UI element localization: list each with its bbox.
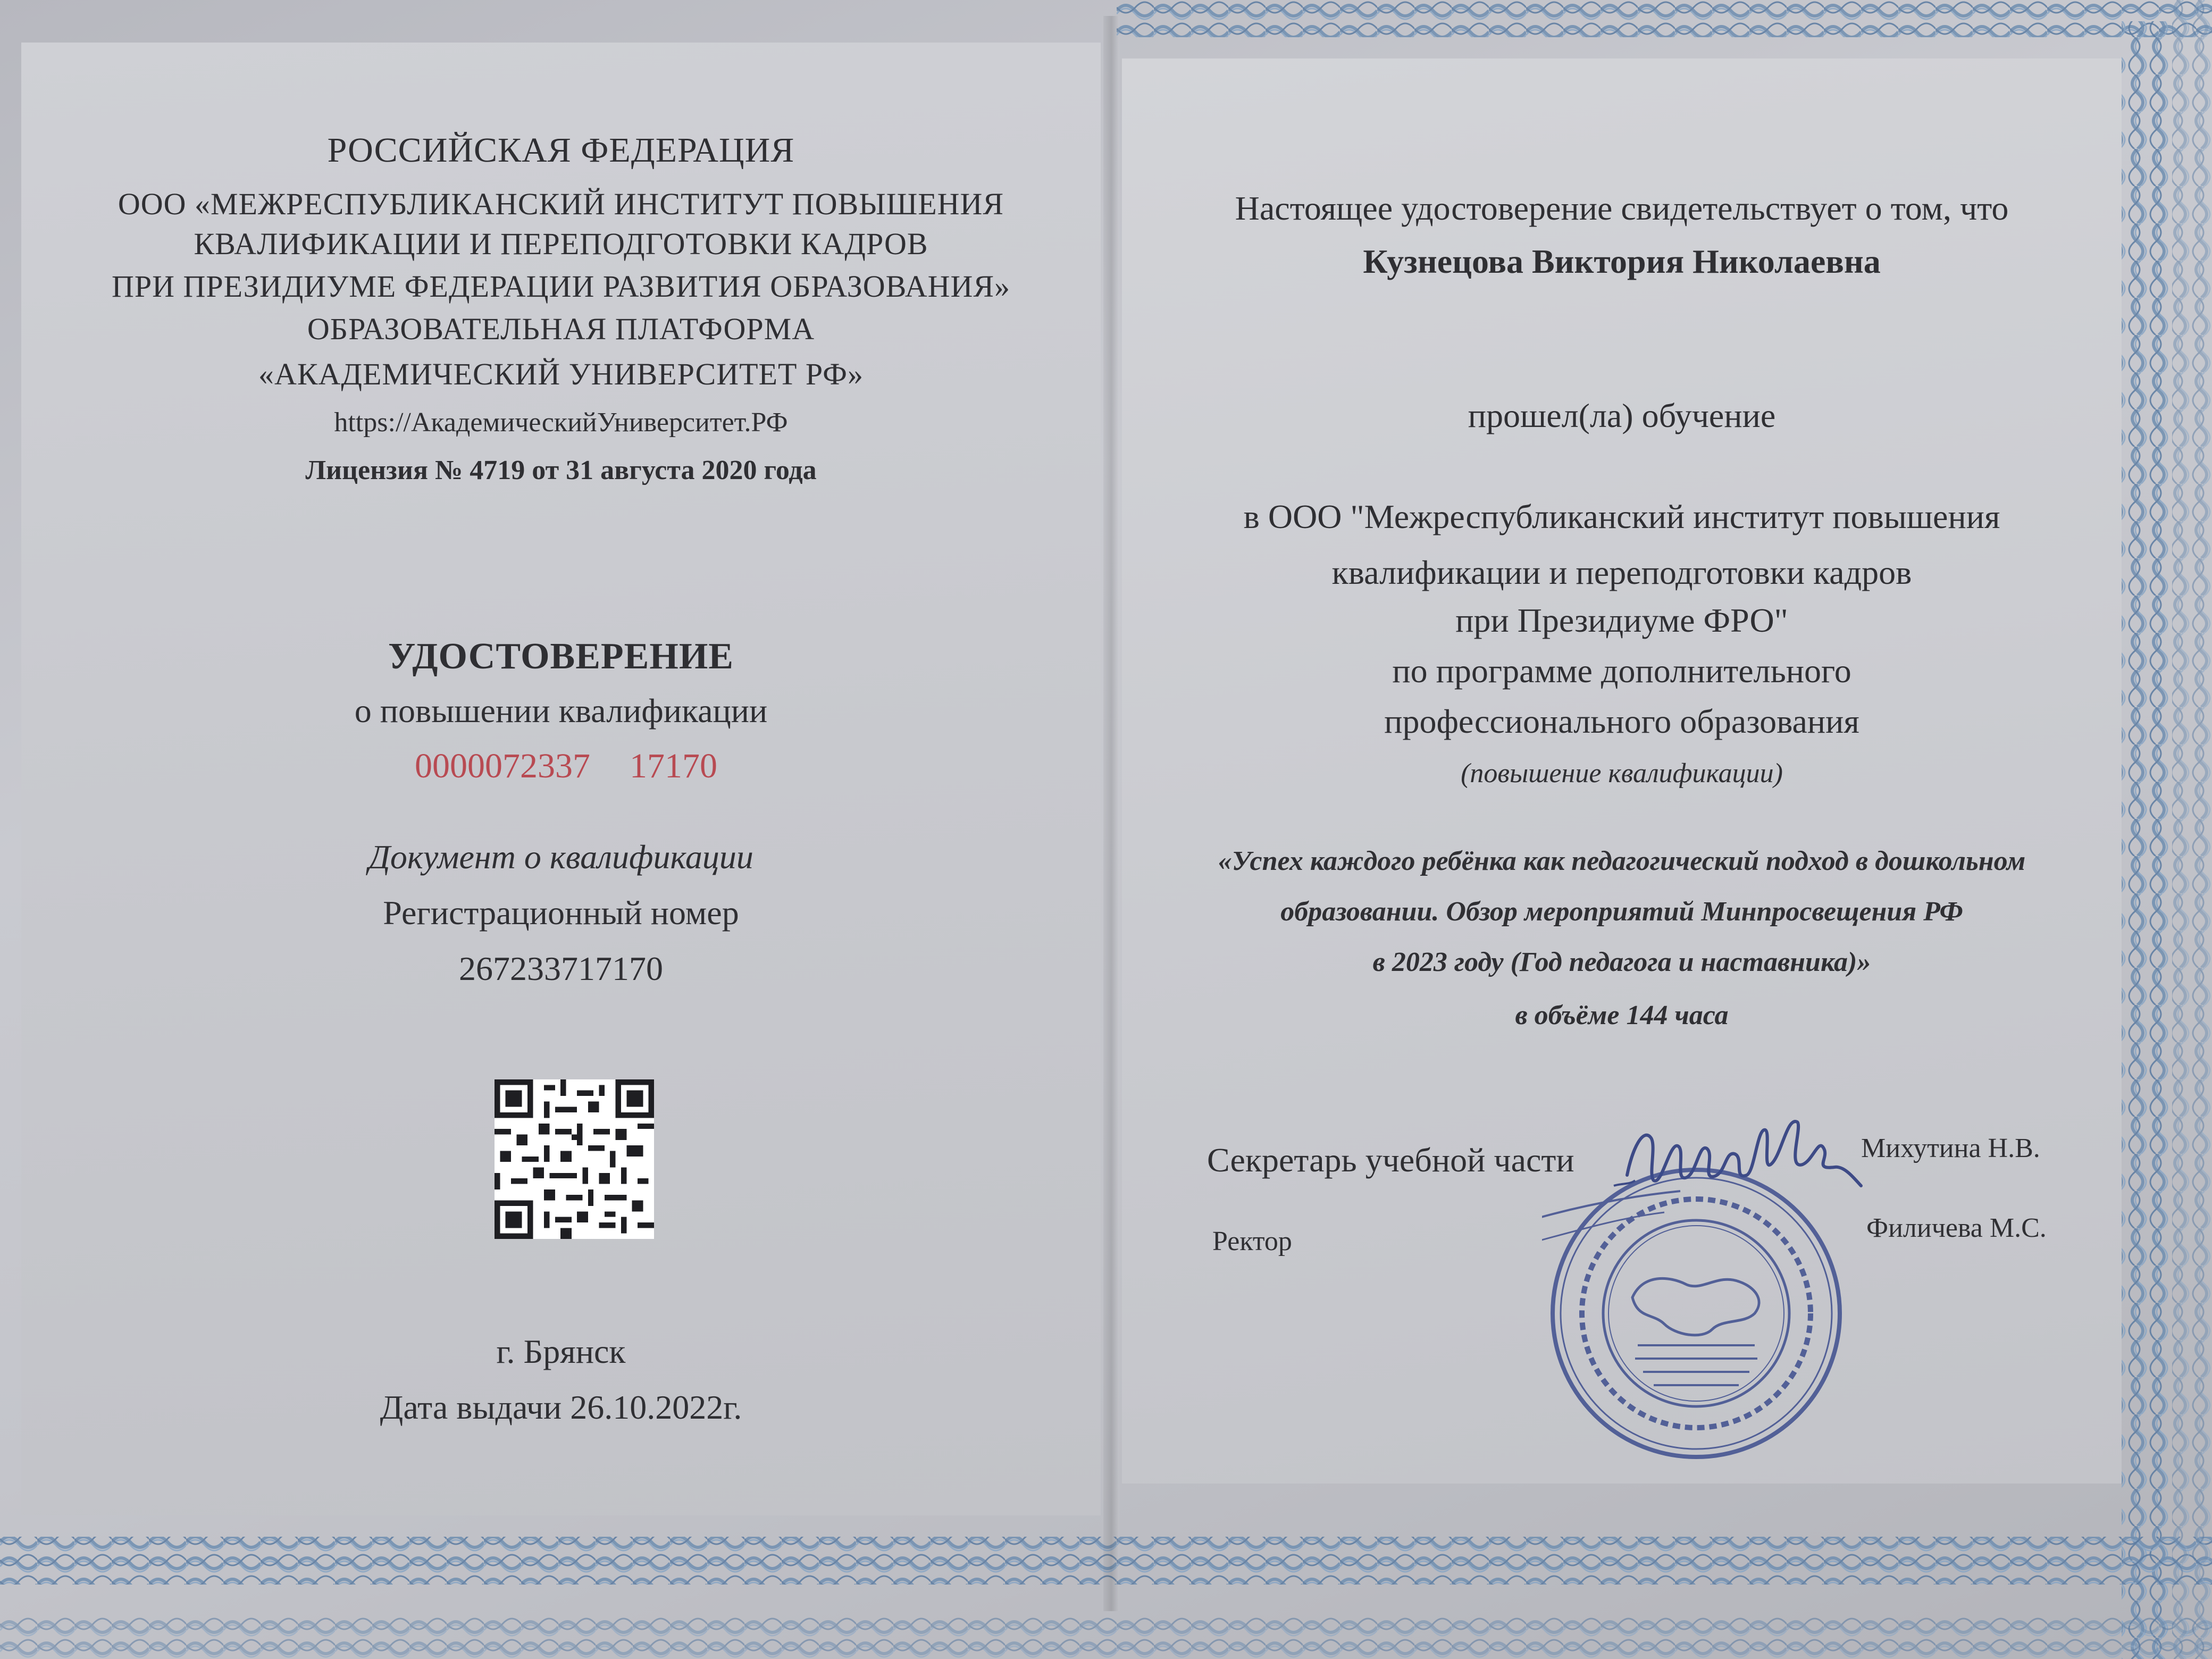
license-line: Лицензия № 4719 от 31 августа 2020 года [305,455,817,485]
issue-date: Дата выдачи 26.10.2022г. [380,1388,742,1426]
platform-line-2: «АКАДЕМИЧЕСКИЙ УНИВЕРСИТЕТ РФ» [258,357,864,391]
program-line-2: профессионального образования [1384,702,1859,740]
recipient-name: Кузнецова Виктория Николаевна [1363,242,1881,280]
course-hours: в объёме 144 часа [1515,1000,1729,1030]
course-line-2: образовании. Обзор мероприятий Минпросвещения РФ [1280,896,1963,927]
qr-code [495,1079,654,1239]
center-fold [1103,16,1119,1611]
doc-type: Документ о квалификации [368,838,753,876]
institution-stamp [1542,1159,1850,1468]
program-type: (повышение квалификации) [1461,758,1783,789]
serial-number [415,746,717,786]
doc-title: УДОСТОВЕРЕНИЕ [388,636,734,677]
org-line-2: КВАЛИФИКАЦИИ И ПЕРЕПОДГОТОВКИ КАДРОВ [194,227,928,261]
institution-line-2: квалификации и переподготовки кадров [1331,554,1912,591]
city: г. Брянск [496,1333,626,1370]
reg-number-label: Регистрационный номер [383,894,739,932]
platform-line-1: ОБРАЗОВАТЕЛЬНАЯ ПЛАТФОРМА [307,312,815,346]
org-line-3: ПРИ ПРЕЗИДИУМЕ ФЕДЕРАЦИИ РАЗВИТИЯ ОБРАЗОВАНИЯ» [111,269,1011,304]
course-line-3: в 2023 году (Год педагога и наставника)» [1372,947,1871,977]
serial-no: 17170 [630,747,717,785]
country-heading: РОССИЙСКАЯ ФЕДЕРАЦИЯ [327,131,795,170]
secretary-name: Михутина Н.В. [1861,1133,2040,1163]
institution-line-1: в ООО "Межреспубликанский институт повышения [1243,498,2000,535]
platform-url: https://АкадемическийУниверситет.РФ [334,407,788,438]
org-line-1: ООО «МЕЖРЕСПУБЛИКАНСКИЙ ИНСТИТУТ ПОВЫШЕНИЯ [118,187,1004,221]
course-line-1: «Успех каждого ребёнка как педагогический подход в дошкольном [1218,846,2026,876]
intro-text: Настоящее удостоверение свидетельствует о том, что [1235,189,2009,227]
program-line-1: по программе дополнительного [1392,652,1851,690]
rector-label: Ректор [1212,1226,1292,1256]
institution-line-3: при Президиуме ФРО" [1455,601,1788,639]
rector-name: Филичева М.С. [1866,1213,2047,1243]
serial-series: 0000072337 [415,747,590,785]
doc-subtitle: о повышении квалификации [354,692,768,730]
completed-text: прошел(ла) обучение [1468,397,1776,434]
secretary-label: Секретарь учебной части [1207,1141,1574,1179]
reg-number: 267233717170 [459,950,663,987]
